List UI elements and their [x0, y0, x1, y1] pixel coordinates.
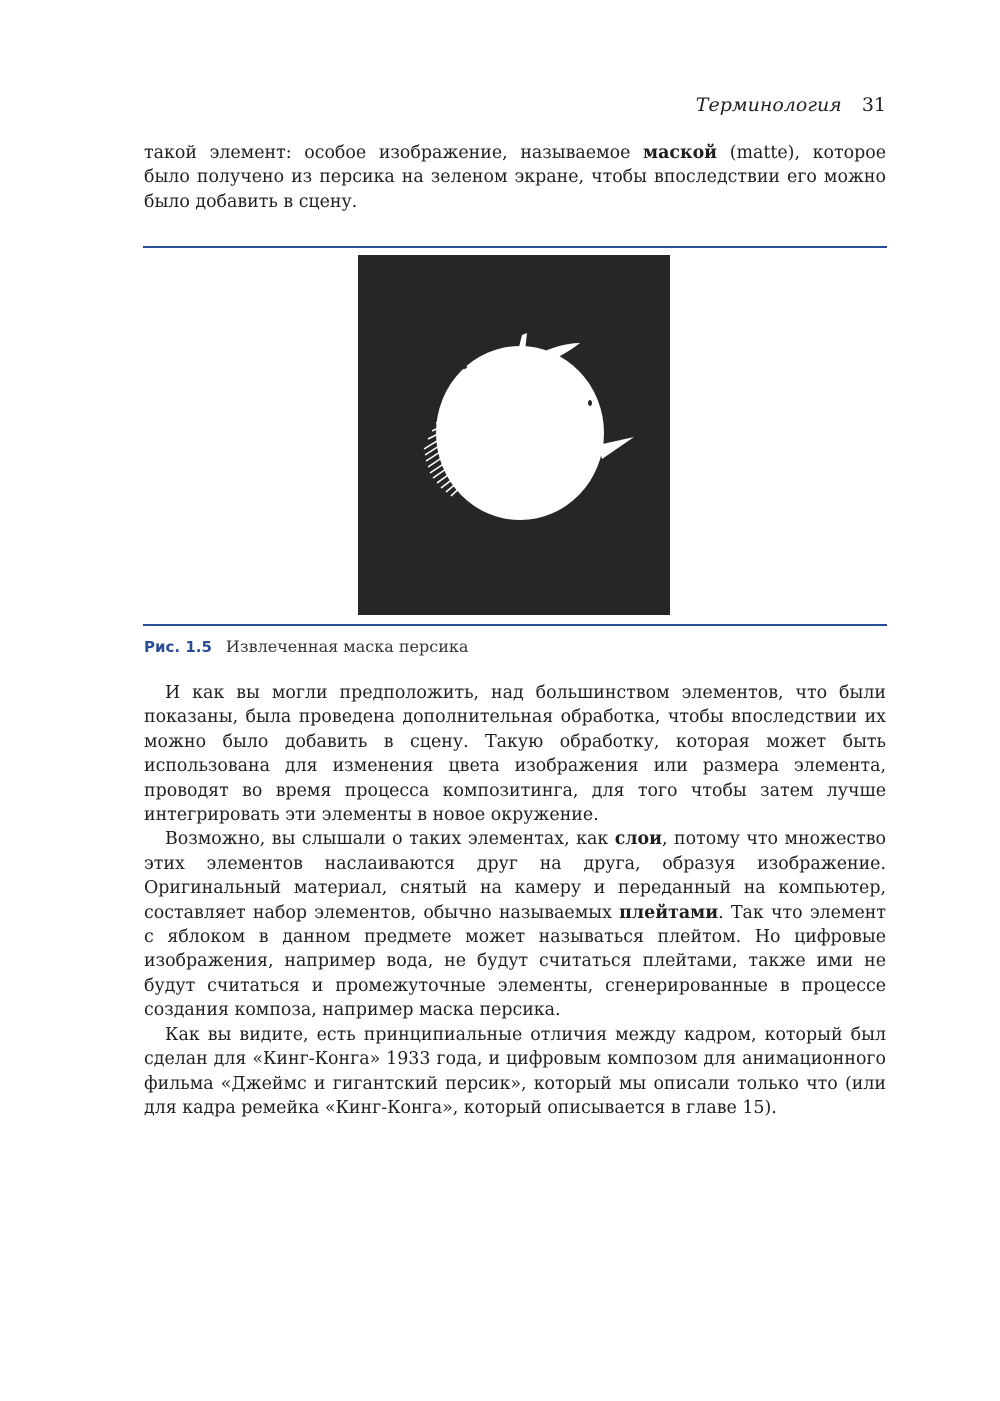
p2-text-a: Возможно, вы слышали о таких элементах, как [165, 829, 615, 850]
paragraph-3: Как вы видите, есть принципиальные отличия между кадром, который был сделан для «Кинг-Конга» 1933 года, и цифровым композом для анимационного фильма «Джеймс и гигантский персик», который мы описали только что (или для кадра ремейка «Кинг-Конга», который описывается в главе 15). [144, 1024, 886, 1118]
p2-text-b: , потому что множество этих элементов наслаиваются друг на друга, образуя изображение. Оригинальный материал, снятый на камеру и переданный на компьютер, составляет набор элементов, обычно называемых [144, 829, 886, 923]
page-number: 31 [861, 94, 886, 116]
term-plates: плейтами [619, 902, 719, 923]
peach-matte-graphic [358, 255, 670, 615]
figure-top-rule [143, 246, 887, 248]
paragraph-2 [144, 827, 886, 1022]
intro-text-1: такой элемент: особое изображение, называемое [144, 143, 644, 163]
term-layers: слои [614, 829, 663, 850]
body-text [144, 681, 886, 1120]
figure-bottom-rule [143, 624, 887, 626]
section-title: Терминология [695, 94, 842, 116]
intro-text-2: (matte), которое было получено из персика на зеленом экране, чтобы впоследствии его можно было добавить в сцену. [144, 143, 886, 212]
p2-text-c: . Так что элемент с яблоком в данном предмете может называться плейтом. Но цифровые изображения, например вода, не будут считаться плейтами, также ими не будут считаться и промежуточные элементы, сгенерированные в процессе создания композа, например маска персика. [144, 902, 886, 1021]
running-header [696, 94, 886, 116]
figure-caption [144, 637, 468, 656]
figure-label: Рис. 1.5 [144, 638, 212, 656]
intro-paragraph [144, 141, 886, 214]
figure-caption-text: Извлеченная маска персика [225, 637, 469, 656]
peach-matte-image [358, 255, 670, 615]
paragraph-1: И как вы могли предположить, над большинством элементов, что были показаны, была проведена дополнительная обработка, чтобы впоследствии их можно было добавить в сцену. Такую обработку, которая может быть использована для изменения цвета изображения или размера элемента, проводят во время процесса композитинга, для того чтобы затем лучше интегрировать эти элементы в новое окружение. [144, 683, 886, 826]
term-matte: маской [643, 143, 718, 163]
